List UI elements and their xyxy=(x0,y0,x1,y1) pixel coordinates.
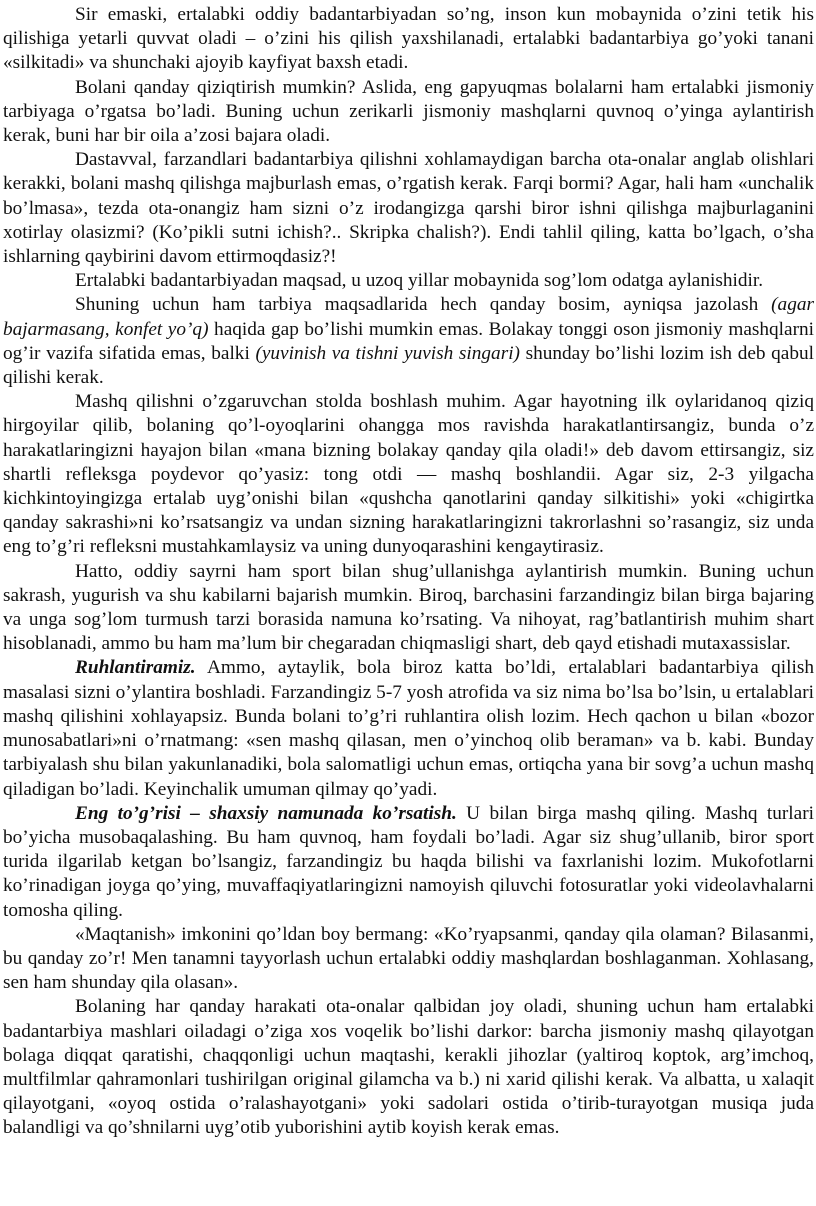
paragraph-text: Dastavval, farzandlari badantarbiya qilishni xohlamaydigan barcha ota-onalar anglab olishlari kerakki, bolani mashq qilishga majburlash emas, o’rgatish kerak. Farqi bormi? Agar, hali ham «unchalik bo’lmasa», tezda ota-onangiz ham sizni o’z irodangizga qarshi biror ishni qilishga majburlaganini xotirlay olasizmi? (Ko’pikli sutni ichish?.. Skripka chalish?). Endi tahlil qiling, katta bo’lgach, o’sha ishlarning qaybirini davom ettirmoqdasiz?! xyxy=(3,149,814,268)
bold-italic-heading: Ruhlantiramiz. xyxy=(75,657,196,679)
para-no-pressure xyxy=(3,293,814,390)
para-how-to-interest-child xyxy=(3,76,814,149)
paragraph-text: U bilan birga mashq qiling. Mashq turlari bo’yicha musobaqalashing. Bu ham quvnoq, ham foydali bo’ladi. Agar siz shug’ullanib, biror sport turida ilgarilab ketgan bo’lsangiz, farzandingiz bu haqda bilishi va faxrlanishi lozim. Mukofotlarni ko’rinadigan joyga qo’ying, muvaffaqiyatlaringizni namoyish qiluvchi fotosuratlar yoki videolavhalarni tomosha qiling. xyxy=(3,802,814,921)
paragraph-text: Shuning uchun ham tarbiya maqsadlarida hech qanday bosim, ayniqsa jazolash xyxy=(75,294,772,316)
bold-italic-heading: Eng to’g’risi – shaxsiy namunada ko’rsatish. xyxy=(75,802,457,824)
para-personal-example xyxy=(3,802,814,923)
paragraph-text: Ammo, aytaylik, bola biroz katta bo’ldi, ertalablari badantarbiya qilish masalasi sizni o’ylantira boshladi. Farzandingiz 5-7 yosh atrofida va siz nima bo’lsa bo’lsin, u ertalablari mashq qilishini xohlayapsiz. Bunda bolani to’g’ri ruhlantira olish lozim. Hech qachon u bilan «bozor munosabatlari»ni o’rnatmang: «sen mashq qilasan, men o’yinchoq olib beraman» va b. kabi. Bunday tarbiyalash shu bilan yakunlanadiki, bola salomatligi uchun emas, ortiqcha yana bir sovg’a uchun mashq qiladigan bo’ladi. Keyinchalik umuman qilmay qo’yadi. xyxy=(3,657,814,800)
para-boasting xyxy=(3,923,814,996)
para-walk-as-sport xyxy=(3,560,814,657)
italic-phrase: (agar bajarmasang, konfet yo’q) xyxy=(3,294,814,340)
paragraph-text: shunday bo’lishi lozim ish deb qabul qilishi kerak. xyxy=(3,342,814,389)
paragraph-text: «Maqtanish» imkonini qo’ldan boy bermang: «Ko’ryapsanmi, qanday qila olaman? Bilasanmi, bu qanday zo’r! Men tanamni tayyorlash uchun ertalabki oddiy mashqlardan boshlaganman. Xohlasang, sen ham shunday qila olasan». xyxy=(3,923,814,994)
para-changing-table xyxy=(3,390,814,559)
para-morning-exercise-benefit xyxy=(3,3,814,76)
paragraph-text: Bolani qanday qiziqtirish mumkin? Aslida, eng gapyuqmas bolalarni ham ertalabki jismoniy tarbiyaga o’rgatsa bo’ladi. Buning uchun zerikarli jismoniy mashqlarni quvnoq o’yinga aylantirish kerak, buni har bir oila a’zosi bajara oladi. xyxy=(3,76,814,147)
paragraph-text: Mashq qilishni o’zgaruvchan stolda boshlash muhim. Agar hayotning ilk oylaridanoq qiziq hirgoyilar qilib, bolaning qo’l-oyoqlarini ohangga mos ravishda harakatlantirsangiz, bunda o’z harakatlaringizni hayajon bilan «mana bizning bolakay qanday qila oladi!» deb davom ettirsangiz, siz shartli refleksga poydevor qo’yasiz: tong otdi — mashq boshlandii. Agar siz, 2-3 yilgacha kichkintoyingizga ertalab uyg’onishi bilan «qushcha qanotlarini qanday silkitishi» yoki «chigirtka qanday sakrashi»ni ko’rsatsangiz va undan sizning harakatlaringizni takrorlashni so’rasangiz, siz unda eng to’g’ri refleksni mustahkamlaysiz va uning dunyoqarashini kengaytirasiz. xyxy=(3,391,814,558)
paragraph-text: Ertalabki badantarbiyadan maqsad, u uzoq yillar mobaynida sog’lom odatga aylanishidir. xyxy=(75,270,764,292)
paragraph-text: Hatto, oddiy sayrni ham sport bilan shug’ullanishga aylantirish mumkin. Buning uchun sakrash, yugurish va shu kabilarni bajarish mumkin. Biroq, barchasini farzandingiz bilan birga bajaring va unga sog’lom turmush tarzi borasida namuna ko’rsating. Va nihoyat, rag’batlantirish muhim shart hisoblanadi, ammo bu ham ma’lum bir chegaradan chiqmasligi shart, deb qayd etishadi mutaxassislar. xyxy=(3,560,814,655)
para-family-reality xyxy=(3,995,814,1140)
para-parents-understand xyxy=(3,148,814,269)
paragraph-text: haqida gap bo’lishi mumkin emas. Bolakay tonggi oson jismoniy mashqlarni og’ir vazifa sifatida emas, balki xyxy=(3,318,814,364)
paragraph-text: Sir emaski, ertalabki oddiy badantarbiyadan so’ng, inson kun mobaynida o’zini tetik his qilishiga yetarli quvvat oladi – o’zini his qilish yaxshilanadi, ertalabki badantarbiya go’yoki tanani «silkitadi» va shunchaki ajoyib kayfiyat baxsh etadi. xyxy=(3,4,814,74)
italic-phrase: (yuvinish va tishni yuvish singari) xyxy=(255,342,520,364)
paragraph-text: Bolaning har qanday harakati ota-onalar qalbidan joy oladi, shuning uchun ham ertalabki badantarbiya mashlari oiladagi o’ziga xos voqelik bo’lishi darkor: barcha jismoniy mashq qilayotgan bolaga diqqat qaratishi, chaqqonligi uchun maqtashi, kerakli jihozlar (yaltiroq koptok, arg’imchoq, multfilmlar qahramonlari tushirilgan original gilamcha va b.) ni xarid qilishi kerak. Va albatta, u xalaqit qilayotgani, «oyoq ostida o’ralashayotgani» yoki sadolari ostida o’tirib-turayotgan musiqa juda balandligi va qo’shnilarni uyg’otib yuborishini aytib koyish kerak emas. xyxy=(3,996,814,1139)
para-inspire xyxy=(3,656,814,801)
document-body xyxy=(3,3,814,1141)
para-goal xyxy=(3,269,814,293)
